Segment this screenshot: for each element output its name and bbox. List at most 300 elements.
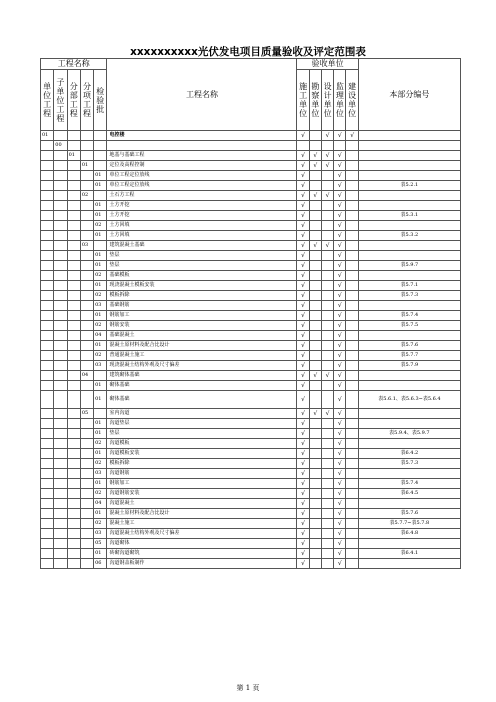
- check-mark: √: [297, 231, 309, 241]
- check-mark: [309, 291, 321, 301]
- level-code-l5: 01: [94, 479, 107, 489]
- section-code: 表5.2.1: [358, 181, 460, 191]
- level-code-l3: [67, 371, 80, 381]
- check-mark: [346, 509, 358, 519]
- level-code-l4: [80, 529, 93, 539]
- item-name: 土方开挖: [107, 201, 297, 211]
- check-mark: [346, 231, 358, 241]
- level-code-l5: 01: [94, 341, 107, 351]
- check-mark: [321, 331, 333, 341]
- level-code-l5: 01: [94, 251, 107, 261]
- check-mark: [309, 529, 321, 539]
- check-mark: [346, 341, 358, 351]
- table-row: [41, 489, 461, 499]
- section-code: 表5.7.5: [358, 321, 460, 331]
- level-code-l4: 03: [80, 241, 93, 251]
- check-mark: √: [321, 409, 333, 419]
- item-name: 钢筋加工: [107, 311, 297, 321]
- check-mark: [321, 321, 333, 331]
- level-code-l5: [94, 191, 107, 201]
- table-row: [41, 549, 461, 559]
- check-mark: √: [297, 381, 309, 391]
- check-mark: √: [334, 321, 346, 331]
- acceptance-range-table: [40, 58, 461, 569]
- check-mark: √: [297, 221, 309, 231]
- level-code-l3: [67, 489, 80, 499]
- check-mark: √: [297, 131, 309, 141]
- level-code-l2: [54, 241, 67, 251]
- item-name: 沟道垫层: [107, 419, 297, 429]
- check-mark: √: [297, 291, 309, 301]
- section-code: [358, 191, 460, 201]
- level-code-l2: [54, 509, 67, 519]
- section-code: 表5.7.7~表5.7.8: [358, 519, 460, 529]
- check-mark: [309, 131, 321, 141]
- item-name: 沟道钢筋: [107, 469, 297, 479]
- header-acceptance-group: 验收单位: [297, 59, 358, 70]
- item-name: 沟道砌体: [107, 539, 297, 549]
- level-code-l2: [54, 321, 67, 331]
- check-mark: √: [321, 151, 333, 161]
- section-code: 表6.4.5: [358, 489, 460, 499]
- check-mark: √: [334, 479, 346, 489]
- check-mark: [346, 141, 358, 151]
- table-row: [41, 391, 461, 409]
- level-code-l1: [41, 559, 54, 569]
- check-mark: √: [297, 361, 309, 371]
- level-code-l1: [41, 469, 54, 479]
- table-row: [41, 519, 461, 529]
- section-code: 表5.6.1、表5.6.3~表5.6.4: [358, 391, 460, 409]
- check-mark: [309, 539, 321, 549]
- check-mark: [309, 381, 321, 391]
- check-mark: [321, 439, 333, 449]
- check-mark: √: [297, 479, 309, 489]
- header-batch: 检验批: [94, 70, 107, 131]
- level-code-l3: [67, 301, 80, 311]
- check-mark: √: [309, 409, 321, 419]
- check-mark: [309, 549, 321, 559]
- header-division: 分部工程: [67, 70, 80, 131]
- check-mark: [346, 251, 358, 261]
- level-code-l4: [80, 261, 93, 271]
- check-mark: √: [334, 341, 346, 351]
- check-mark: [309, 321, 321, 331]
- table-row: [41, 321, 461, 331]
- item-name: 沟道混凝土: [107, 499, 297, 509]
- item-name: 土石方工程: [107, 191, 297, 201]
- level-code-l5: 01: [94, 429, 107, 439]
- level-code-l2: [54, 311, 67, 321]
- check-mark: √: [334, 241, 346, 251]
- level-code-l3: [67, 439, 80, 449]
- check-mark: √: [334, 291, 346, 301]
- level-code-l4: [80, 489, 93, 499]
- level-code-l1: [41, 221, 54, 231]
- check-mark: [309, 449, 321, 459]
- check-mark: √: [309, 191, 321, 201]
- check-mark: √: [297, 449, 309, 459]
- check-mark: √: [297, 419, 309, 429]
- level-code-l5: 02: [94, 489, 107, 499]
- document-title: xxxxxxxxxx光伏发电项目质量验收及评定范围表: [130, 46, 366, 58]
- check-mark: [346, 211, 358, 221]
- level-code-l3: [67, 181, 80, 191]
- level-code-l4: [80, 301, 93, 311]
- level-code-l3: [67, 459, 80, 469]
- check-mark: √: [334, 361, 346, 371]
- section-code: [358, 419, 460, 429]
- header-construction: 施工单位: [297, 70, 309, 131]
- level-code-l5: 04: [94, 331, 107, 341]
- level-code-l3: [67, 499, 80, 509]
- table-row: [41, 559, 461, 569]
- level-code-l2: [54, 449, 67, 459]
- check-mark: [346, 489, 358, 499]
- check-mark: [309, 211, 321, 221]
- check-mark: √: [321, 371, 333, 381]
- check-mark: [309, 419, 321, 429]
- level-code-l3: [67, 161, 80, 171]
- check-mark: √: [334, 381, 346, 391]
- level-code-l1: [41, 281, 54, 291]
- check-mark: √: [334, 151, 346, 161]
- level-code-l1: [41, 331, 54, 341]
- section-code: [358, 409, 460, 419]
- check-mark: [321, 341, 333, 351]
- level-code-l3: [67, 539, 80, 549]
- level-code-l5: 05: [94, 539, 107, 549]
- check-mark: √: [334, 281, 346, 291]
- level-code-l2: [54, 171, 67, 181]
- check-mark: √: [297, 539, 309, 549]
- level-code-l2: [54, 539, 67, 549]
- check-mark: [346, 151, 358, 161]
- table-row: [41, 449, 461, 459]
- level-code-l2: [54, 391, 67, 409]
- check-mark: √: [334, 211, 346, 221]
- level-code-l5: 02: [94, 291, 107, 301]
- check-mark: [321, 351, 333, 361]
- check-mark: [346, 291, 358, 301]
- check-mark: [309, 429, 321, 439]
- section-code: 表5.7.6: [358, 341, 460, 351]
- section-code: 表5.9.7: [358, 261, 460, 271]
- table-row: [41, 261, 461, 271]
- level-code-l2: [54, 479, 67, 489]
- check-mark: √: [297, 171, 309, 181]
- check-mark: √: [334, 509, 346, 519]
- check-mark: √: [297, 301, 309, 311]
- level-code-l1: [41, 361, 54, 371]
- check-mark: [321, 391, 333, 409]
- check-mark: [321, 381, 333, 391]
- check-mark: √: [297, 251, 309, 261]
- level-code-l4: [80, 341, 93, 351]
- check-mark: √: [309, 151, 321, 161]
- check-mark: √: [297, 201, 309, 211]
- level-code-l4: [80, 519, 93, 529]
- check-mark: √: [334, 161, 346, 171]
- table-row: [41, 201, 461, 211]
- level-code-l4: [80, 419, 93, 429]
- section-code: [358, 171, 460, 181]
- check-mark: [321, 549, 333, 559]
- check-mark: [346, 479, 358, 489]
- item-name: 混凝土施工: [107, 519, 297, 529]
- level-code-l1: [41, 141, 54, 151]
- level-code-l2: [54, 181, 67, 191]
- check-mark: [321, 301, 333, 311]
- level-code-l5: 01: [94, 449, 107, 459]
- level-code-l5: 02: [94, 439, 107, 449]
- check-mark: [321, 271, 333, 281]
- check-mark: [321, 211, 333, 221]
- table-row: [41, 131, 461, 141]
- level-code-l3: [67, 409, 80, 419]
- item-name: 垫层: [107, 261, 297, 271]
- section-code: 表6.4.1: [358, 549, 460, 559]
- check-mark: √: [297, 549, 309, 559]
- level-code-l3: [67, 509, 80, 519]
- level-code-l3: [67, 321, 80, 331]
- level-code-l5: [94, 409, 107, 419]
- level-code-l2: [54, 221, 67, 231]
- level-code-l3: [67, 469, 80, 479]
- check-mark: [309, 251, 321, 261]
- level-code-l4: [80, 211, 93, 221]
- check-mark: √: [334, 251, 346, 261]
- item-name: 沟道模板: [107, 439, 297, 449]
- item-name: 室内沟道: [107, 409, 297, 419]
- item-name: 定位及高程控制: [107, 161, 297, 171]
- check-mark: [309, 171, 321, 181]
- level-code-l5: [94, 151, 107, 161]
- check-mark: [309, 489, 321, 499]
- level-code-l5: 01: [94, 311, 107, 321]
- level-code-l4: 02: [80, 191, 93, 201]
- level-code-l4: [80, 221, 93, 231]
- level-code-l5: 01: [94, 211, 107, 221]
- check-mark: [346, 201, 358, 211]
- level-code-l2: [54, 271, 67, 281]
- check-mark: [346, 429, 358, 439]
- level-code-l5: [94, 371, 107, 381]
- check-mark: √: [334, 301, 346, 311]
- level-code-l4: [80, 509, 93, 519]
- level-code-l5: 01: [94, 381, 107, 391]
- check-mark: √: [297, 161, 309, 171]
- level-code-l5: 01: [94, 281, 107, 291]
- check-mark: [346, 181, 358, 191]
- section-code: [358, 201, 460, 211]
- level-code-l1: [41, 161, 54, 171]
- level-code-l1: [41, 181, 54, 191]
- check-mark: [309, 141, 321, 151]
- level-code-l1: [41, 499, 54, 509]
- level-code-l1: [41, 291, 54, 301]
- check-mark: √: [334, 371, 346, 381]
- check-mark: [321, 519, 333, 529]
- check-mark: [346, 281, 358, 291]
- section-code: 表5.7.1: [358, 281, 460, 291]
- item-name: 模板拆除: [107, 459, 297, 469]
- check-mark: [346, 191, 358, 201]
- table-row: [41, 419, 461, 429]
- table-row: [41, 191, 461, 201]
- table-row: [41, 361, 461, 371]
- check-mark: [346, 371, 358, 381]
- check-mark: [309, 281, 321, 291]
- check-mark: √: [334, 489, 346, 499]
- level-code-l5: 03: [94, 361, 107, 371]
- header-subdivision: 分项工程: [80, 70, 93, 131]
- item-name: 土方开挖: [107, 211, 297, 221]
- check-mark: √: [334, 419, 346, 429]
- level-code-l4: [80, 151, 93, 161]
- level-code-l3: [67, 429, 80, 439]
- check-mark: √: [297, 181, 309, 191]
- table-row: [41, 311, 461, 321]
- table-row: [41, 509, 461, 519]
- check-mark: √: [346, 131, 358, 141]
- section-code: [358, 381, 460, 391]
- item-name: 模板拆除: [107, 291, 297, 301]
- level-code-l3: 01: [67, 151, 80, 161]
- level-code-l4: [80, 171, 93, 181]
- check-mark: [346, 331, 358, 341]
- check-mark: [346, 171, 358, 181]
- level-code-l1: [41, 489, 54, 499]
- level-code-l4: [80, 231, 93, 241]
- section-code: 表5.7.4: [358, 311, 460, 321]
- section-code: 表6.4.2: [358, 449, 460, 459]
- check-mark: [309, 181, 321, 191]
- level-code-l5: 01: [94, 509, 107, 519]
- level-code-l2: [54, 499, 67, 509]
- level-code-l5: 03: [94, 469, 107, 479]
- level-code-l2: [54, 151, 67, 161]
- item-name: 砖砌沟道砌筑: [107, 549, 297, 559]
- check-mark: [321, 499, 333, 509]
- check-mark: √: [297, 529, 309, 539]
- table-row: [41, 231, 461, 241]
- check-mark: √: [297, 371, 309, 381]
- table-row: [41, 211, 461, 221]
- level-code-l3: [67, 529, 80, 539]
- check-mark: √: [334, 351, 346, 361]
- level-code-l1: 01: [41, 131, 54, 141]
- check-mark: [346, 161, 358, 171]
- check-mark: √: [309, 371, 321, 381]
- table-row: [41, 539, 461, 549]
- level-code-l3: [67, 341, 80, 351]
- level-code-l1: [41, 429, 54, 439]
- level-code-l3: [67, 251, 80, 261]
- check-mark: [346, 559, 358, 569]
- level-code-l4: [80, 361, 93, 371]
- check-mark: √: [334, 499, 346, 509]
- table-row: [41, 439, 461, 449]
- item-name: 建筑砌体基础: [107, 371, 297, 381]
- table-body: [41, 131, 461, 569]
- check-mark: [297, 141, 309, 151]
- table-row: [41, 331, 461, 341]
- level-code-l4: [80, 311, 93, 321]
- check-mark: [309, 231, 321, 241]
- section-code: 表5.3.2: [358, 231, 460, 241]
- level-code-l1: [41, 241, 54, 251]
- check-mark: [309, 311, 321, 321]
- check-mark: [321, 449, 333, 459]
- level-code-l3: [67, 261, 80, 271]
- header-name: 工程名称: [107, 59, 297, 131]
- level-code-l2: [54, 559, 67, 569]
- item-name: 土方回填: [107, 231, 297, 241]
- level-code-l4: [80, 459, 93, 469]
- level-code-l3: [67, 231, 80, 241]
- level-code-l5: 01: [94, 549, 107, 559]
- check-mark: √: [334, 201, 346, 211]
- level-code-l3: [67, 331, 80, 341]
- header-supervision: 监理单位: [334, 70, 346, 131]
- section-code: [358, 469, 460, 479]
- check-mark: [321, 311, 333, 321]
- level-code-l5: 02: [94, 519, 107, 529]
- level-code-l2: [54, 419, 67, 429]
- level-code-l3: [67, 291, 80, 301]
- check-mark: √: [297, 519, 309, 529]
- level-code-l2: [54, 489, 67, 499]
- check-mark: [309, 499, 321, 509]
- level-code-l4: 04: [80, 371, 93, 381]
- level-code-l3: [67, 519, 80, 529]
- level-code-l3: [67, 361, 80, 371]
- check-mark: √: [297, 261, 309, 271]
- check-mark: √: [297, 331, 309, 341]
- level-code-l1: [41, 439, 54, 449]
- check-mark: [346, 381, 358, 391]
- level-code-l2: [54, 131, 67, 141]
- item-name: 基础钢筋: [107, 301, 297, 311]
- level-code-l3: [67, 191, 80, 201]
- check-mark: [321, 479, 333, 489]
- table-row: [41, 171, 461, 181]
- level-code-l3: [67, 311, 80, 321]
- level-code-l5: 01: [94, 261, 107, 271]
- check-mark: [346, 271, 358, 281]
- item-name: 普通混凝土施工: [107, 351, 297, 361]
- check-mark: [309, 439, 321, 449]
- check-mark: √: [334, 459, 346, 469]
- level-code-l2: [54, 341, 67, 351]
- header-unit: 单位工程: [41, 70, 54, 131]
- table-row: [41, 469, 461, 479]
- level-code-l5: [94, 141, 107, 151]
- check-mark: √: [297, 469, 309, 479]
- check-mark: [346, 419, 358, 429]
- level-code-l1: [41, 231, 54, 241]
- check-mark: √: [334, 539, 346, 549]
- level-code-l4: [80, 141, 93, 151]
- check-mark: [346, 459, 358, 469]
- check-mark: [321, 201, 333, 211]
- item-name: 基础模板: [107, 271, 297, 281]
- level-code-l2: [54, 519, 67, 529]
- level-code-l1: [41, 251, 54, 261]
- check-mark: [346, 469, 358, 479]
- check-mark: √: [297, 151, 309, 161]
